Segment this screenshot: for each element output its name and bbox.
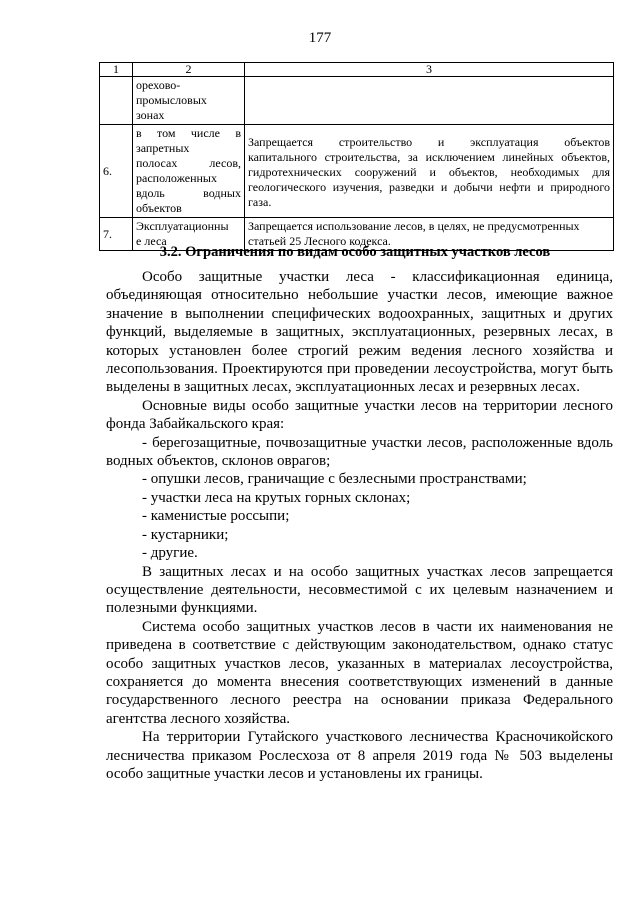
- restrictions-table: [99, 62, 614, 251]
- section-title: 3.2. Ограничения по видам особо защитных участков лесов: [159, 244, 551, 260]
- cell-line: статьей 25 Лесного кодекса.: [248, 234, 391, 248]
- list-item: - опушки лесов, граничащие с безлесными пространствами;: [142, 471, 527, 488]
- cell-line: геологического изучения, разведки и добычи нефти и природного: [248, 180, 610, 194]
- cell-line: зонах: [136, 108, 165, 122]
- cell-line: гидротехнических сооружений и объектов, необходимых для: [248, 165, 610, 179]
- cell-line: объектов: [136, 201, 182, 215]
- list-item: - берегозащитные, почвозащитные участки лесов, расположенные вдоль водных объектов, склонов оврагов;: [106, 434, 613, 470]
- row-number: 6.: [100, 125, 133, 218]
- table-header-row: [100, 63, 614, 77]
- cell-line: расположенных: [136, 171, 217, 185]
- paragraph: Основные виды особо защитные участки лесов на территории лесного фонда Забайкальского края:: [106, 397, 613, 433]
- table-row: [100, 77, 614, 125]
- restriction-cell: [245, 125, 614, 218]
- list-item: - кустарники;: [142, 526, 229, 543]
- table-row: [100, 125, 614, 218]
- header-cell-3: 3: [245, 63, 614, 77]
- list-item: - другие.: [142, 545, 198, 562]
- list-item: - каменистые россыпи;: [142, 508, 290, 525]
- cell-line: Эксплуатационны: [136, 219, 229, 233]
- cell-line: е леса: [136, 234, 167, 248]
- row-number: 7.: [100, 218, 133, 251]
- cell-line: в том числе в: [136, 126, 241, 140]
- page-number: 177: [308, 30, 332, 46]
- paragraph: На территории Гутайского участкового лесничества Красночикойского лесничества приказом Рослесхоза от 8 апреля 2019 года № 503 выделены особо защитные участки лесов и установлены их границы.: [106, 729, 613, 782]
- cell-line: Запрещается использование лесов, в целях, не предусмотренных: [248, 219, 580, 233]
- cell-line: промысловых: [136, 93, 207, 107]
- paragraph: Особо защитные участки леса - классификационная единица, объединяющая относительно небольшие участки лесов, имеющие важное значение в выполнении специфических водоохранных, защитных и других функций, выделяемые в защитных, эксплуатационных, резервных лесах, в которых установлен более строгий режим ведения лесного хозяйства и лесопользования. Проектируются при проведении лесоустройства, могут быть выделены в защитных лесах, эксплуатационных лесах и резервных лесах.: [106, 269, 613, 396]
- row-number: [100, 77, 133, 125]
- forest-category-cell: [133, 77, 245, 125]
- section-body: [106, 268, 613, 783]
- cell-line: вдоль водных: [136, 186, 241, 200]
- cell-line: газа.: [248, 195, 272, 209]
- paragraph: Система особо защитных участков лесов в части их наименования не приведена в соответствие с действующим законодательством, однако статус особо защитных участков лесов, указанных в материалах лесоустройства, сохраняется до момента внесения соответствующих изменений в данные государственного лесного реестра на основании приказа Федерального агентства лесного хозяйства.: [106, 618, 613, 727]
- header-cell-1: 1: [100, 63, 133, 77]
- cell-line: запретных: [136, 141, 190, 155]
- list-item: - участки леса на крутых горных склонах;: [142, 489, 411, 506]
- cell-line: капитального строительства, за исключением линейных объектов,: [248, 150, 610, 164]
- cell-line: Запрещается строительство и эксплуатация объектов: [248, 135, 610, 149]
- cell-line: полосах лесов,: [136, 156, 241, 170]
- header-cell-2: 2: [133, 63, 245, 77]
- restriction-cell: [245, 77, 614, 125]
- cell-line: орехово-: [136, 78, 181, 92]
- forest-category-cell: [133, 125, 245, 218]
- paragraph: В защитных лесах и на особо защитных участках лесов запрещается осуществление деятельности, несовместимой с их целевым назначением и полезными функциями.: [106, 563, 613, 617]
